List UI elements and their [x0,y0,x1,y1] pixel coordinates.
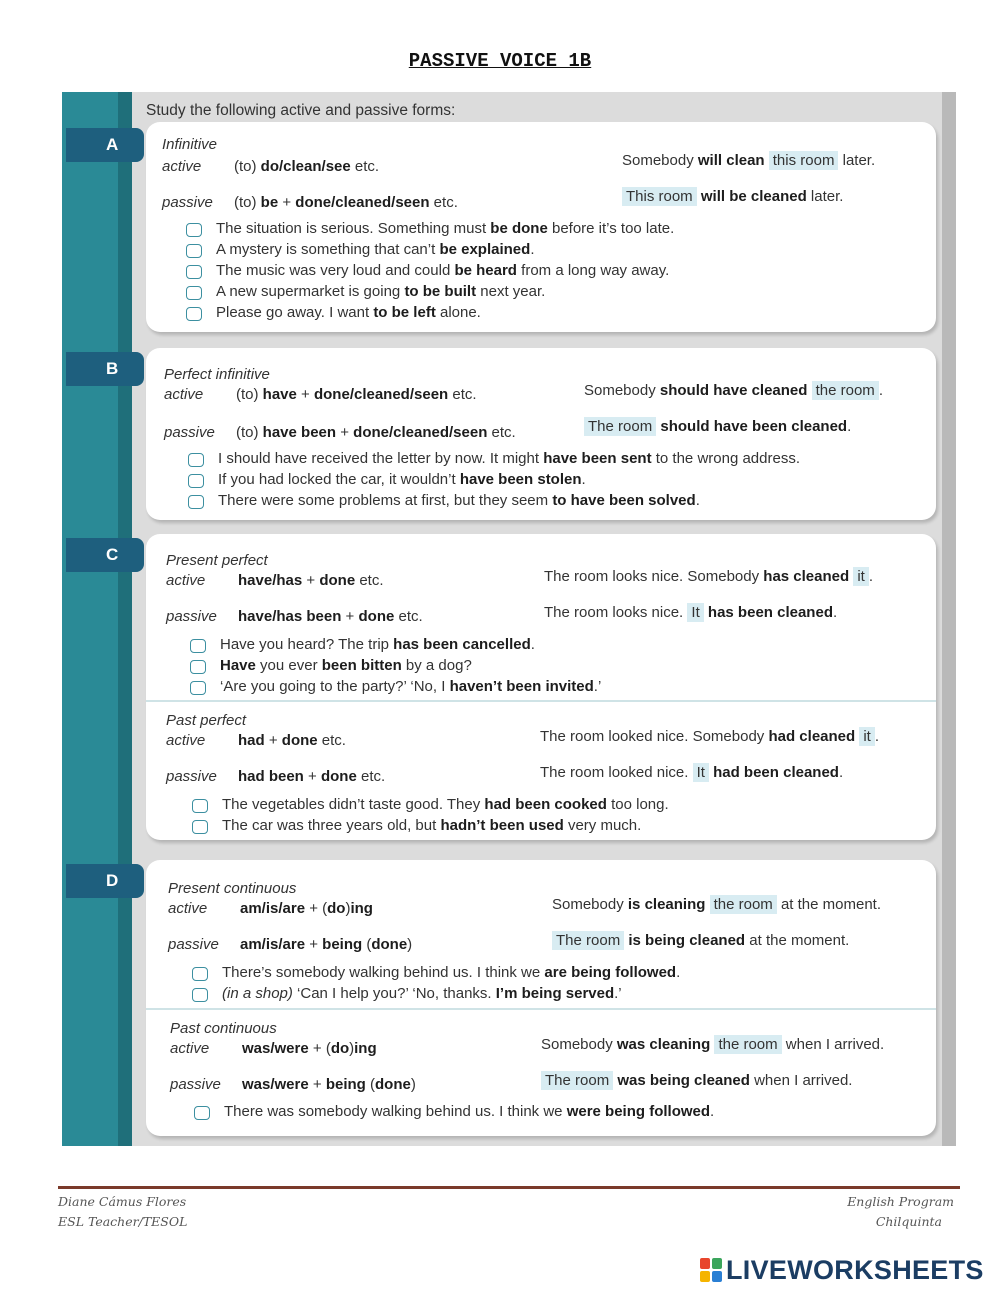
author-title: ESL Teacher/TESOL [58,1214,188,1229]
example-item: I should have received the letter by now. It might have been sent to the wrong address. [218,450,800,467]
active-label: active [166,572,206,589]
heading-past-continuous: Past continuous [170,1020,277,1037]
active-example: Somebody should have cleaned the room . [584,382,883,399]
example-item: Have you heard? The trip has been cancelled. [220,636,535,653]
example-item: There were some problems at first, but they seem to have been solved. [218,492,700,509]
active-form: was/were + (do)ing [242,1040,377,1057]
passive-example: The room looks nice. It has been cleaned. [544,604,838,621]
active-form: (to) do/clean/see etc. [234,158,380,175]
panel-b [146,348,936,520]
active-example: The room looks nice. Somebody has cleaned it . [544,568,874,585]
heading-present-continuous: Present continuous [168,880,297,897]
logo-squares-icon [700,1258,722,1282]
example-item: There was somebody walking behind us. I think we were being followed. [224,1103,715,1120]
active-label: active [168,900,208,917]
active-form: have/has + done etc. [238,572,384,589]
passive-label: passive [166,768,217,785]
example-item: The vegetables didn’t taste good. They had been cooked too long. [222,796,669,813]
passive-form: (to) have been + done/cleaned/seen etc. [236,424,516,441]
passive-form: had been + done etc. [238,768,386,785]
example-item: The situation is serious. Something must be done before it’s too late. [216,220,675,237]
passive-example: The room is being cleaned at the moment. [552,932,849,949]
logo-text: LIVEWORKSHEETS [726,1254,984,1285]
subsection-divider [146,1008,936,1010]
intro-text: Study the following active and passive forms: [146,102,456,119]
footer-rule [58,1186,960,1189]
panel-c [146,534,936,840]
example-item: A new supermarket is going to be built next year. [216,283,546,300]
passive-example: The room should have been cleaned. [584,418,851,435]
passive-label: passive [170,1076,221,1093]
heading-perfect-infinitive: Perfect infinitive [164,366,270,383]
teal-margin-shadow [118,92,132,1146]
example-item: ‘Are you going to the party?’ ‘No, I haven’t been invited.’ [220,678,602,695]
example-item: Have you ever been bitten by a dog? [220,657,472,674]
passive-form: was/were + being (done) [242,1076,416,1093]
example-item: The music was very loud and could be heard from a long way away. [216,262,670,279]
document-title: PASSIVE VOICE 1B [408,50,592,72]
panel-a [146,122,936,332]
section-tab-c: C [66,538,144,572]
example-item: Please go away. I want to be left alone. [216,304,481,321]
page-edge [942,92,956,1146]
active-example: Somebody was cleaning the room when I arrived. [541,1036,885,1053]
passive-label: passive [168,936,219,953]
textbook-scan [62,92,956,1146]
panel-d [146,860,936,1136]
example-item: If you had locked the car, it wouldn’t have been stolen. [218,471,586,488]
active-label: active [164,386,204,403]
section-tab-b: B [66,352,144,386]
program-org: Chilquinta [875,1214,942,1229]
example-item: The car was three years old, but hadn’t been used very much. [222,817,642,834]
passive-label: passive [164,424,215,441]
author-name: Diane Cámus Flores [58,1194,187,1209]
passive-form: (to) be + done/cleaned/seen etc. [234,194,458,211]
heading-present-perfect: Present perfect [166,552,268,569]
program-name: English Program [847,1194,954,1209]
passive-form: am/is/are + being (done) [240,936,413,953]
active-example: Somebody is cleaning the room at the moment. [552,896,882,913]
example-item: There’s somebody walking behind us. I think we are being followed. [222,964,681,981]
example-item: A mystery is something that can’t be explained. [216,241,535,258]
passive-example: The room was being cleaned when I arrived. [541,1072,852,1089]
section-tab-a: A [66,128,144,162]
heading-past-perfect: Past perfect [166,712,247,729]
passive-label: passive [166,608,217,625]
passive-form: have/has been + done etc. [238,608,423,625]
active-form: had + done etc. [238,732,346,749]
passive-example: The room looked nice. It had been cleaned. [540,764,844,781]
active-label: active [170,1040,210,1057]
section-tab-d: D [66,864,144,898]
active-form: (to) have + done/cleaned/seen etc. [236,386,477,403]
active-example: Somebody will clean this room later. [622,152,876,169]
liveworksheets-logo[interactable] [700,1255,984,1285]
passive-example: This room will be cleaned later. [622,188,843,205]
example-item: (in a shop) ‘Can I help you?’ ‘No, thanks. I’m being served.’ [222,985,622,1002]
active-form: am/is/are + (do)ing [240,900,373,917]
active-label: active [162,158,202,175]
subsection-divider [146,700,936,702]
passive-label: passive [162,194,213,211]
heading-infinitive: Infinitive [162,136,218,153]
active-example: The room looked nice. Somebody had cleaned it . [540,728,880,745]
active-label: active [166,732,206,749]
